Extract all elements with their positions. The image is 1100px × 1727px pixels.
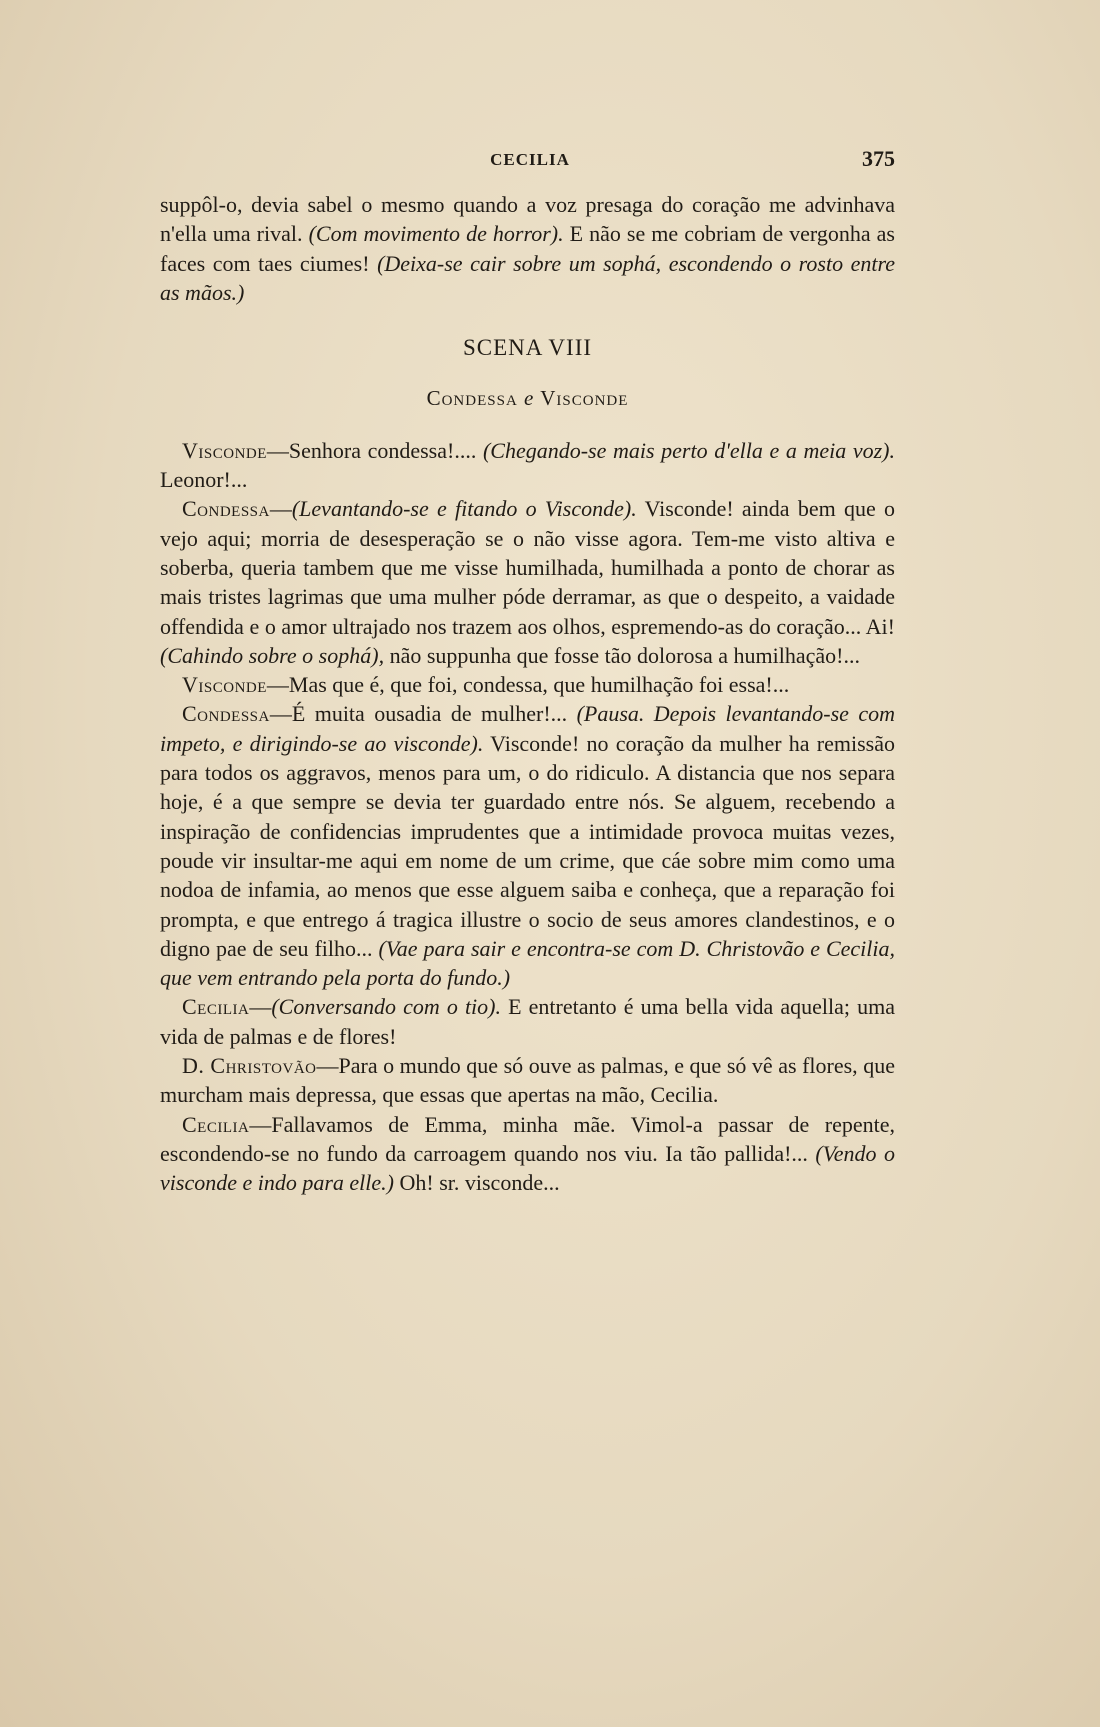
speech-text: Senhora condessa!.... (288, 437, 483, 463)
stage-direction: (Levantando-se e fitando o Visconde). (291, 496, 637, 522)
speech-paragraph (160, 494, 895, 670)
character-name: Condessa (426, 386, 518, 411)
speech-paragraph (160, 1110, 895, 1198)
speech-separator: — (269, 496, 292, 522)
speaker-name: Condessa (182, 496, 270, 522)
scene-title: SCENA VIII (462, 335, 593, 361)
speech-text: Para o mundo que só ouve as palmas, e que só vê as flores, que murcham mais depressa, que essas que apertas na mão, Cecilia. (160, 1053, 895, 1108)
speech-paragraph (160, 436, 895, 495)
stage-direction: (Pausa. Depois levantando-se com impeto, e dirigindo-se ao visconde). (160, 701, 895, 756)
conjunction: e (524, 386, 535, 411)
body-text (160, 190, 895, 1198)
speech-separator: — (316, 1053, 339, 1079)
speech-text: Oh! sr. visconde... (394, 1170, 560, 1196)
speech-paragraph (160, 992, 895, 1051)
speech-text: Mas que é, que foi, condessa, que humilhação foi essa!... (288, 672, 790, 698)
speech-separator: — (249, 994, 272, 1020)
speech-text: não suppunha que fosse tão dolorosa a humilhação!... (384, 642, 861, 668)
stage-direction: (Chegando-se mais perto d'ella e a meia voz). (482, 437, 895, 463)
stage-direction: (Cahindo sobre o sophá), (160, 642, 385, 668)
page-number: 375 (862, 146, 895, 171)
speaker-name: Cecilia (182, 994, 250, 1020)
speech-paragraph (160, 1051, 895, 1110)
speaker-name: Condessa (182, 701, 270, 727)
stage-direction: (Vendo o visconde e indo para elle.) (160, 1140, 895, 1196)
speech-text: E entretanto é uma bella vida aquella; uma vida de palmas e de flores! (160, 994, 895, 1049)
speech-separator: — (269, 701, 292, 727)
speech-separator: — (266, 437, 289, 463)
speech-text: Fallavamos de Emma, minha mãe. Vimol-a passar de repente, escondendo-se no fundo da carroagem quando nos viu. Ia tão pallida!... (160, 1111, 895, 1166)
speaker-name: Visconde (182, 672, 267, 698)
speech-text: Leonor!... (160, 467, 248, 493)
speaker-name: D. Christovão (182, 1053, 317, 1079)
opening-paragraph (160, 190, 895, 307)
stage-direction: (Deixa-se cair sobre um sophá, escondendo o rosto entre as mãos.) (160, 250, 895, 305)
scene-characters (160, 384, 895, 413)
stage-direction: (Conversando com o tio). (271, 994, 501, 1020)
speaker-name: Cecilia (182, 1111, 250, 1137)
stage-direction: (Vae para sair e encontra-se com D. Christovão e Cecilia, que vem entrando pela porta do fundo.) (160, 935, 895, 991)
speech-separator: — (266, 672, 289, 698)
speech-paragraph (160, 670, 895, 699)
opening-text-1: suppôl-o, devia sabel o mesmo quando a voz presaga do coração me advinhava n'ella uma rival. (160, 192, 895, 247)
speech-paragraph (160, 699, 895, 992)
speech-separator: — (249, 1111, 272, 1137)
stage-direction: (Com movimento de horror). (308, 221, 564, 247)
speech-text: Visconde! ainda bem que o vejo aqui; morria de desesperação se o não visse agora. Tem-me visto altiva e soberba, queria tambem que me visse humilhada, humilhada a ponto de chorar as mais tristes lagrimas que uma mulher póde derramar, as que o despeito, a vaidade offendida e o amor ultrajado nos trazem aos olhos, espremendo-as do coração... Ai! (160, 496, 895, 639)
opening-text-2: E não se me cobriam de vergonha as faces com taes ciumes! (160, 221, 895, 276)
character-name: Visconde (540, 386, 629, 411)
speaker-name: Visconde (182, 437, 267, 463)
page-header (165, 146, 895, 176)
speech-text: Visconde! no coração da mulher ha remissão para todos os aggravos, menos para um, o do ridiculo. A distancia que nos separa hoje, é a que sempre se devia ter guardado entre nós. Se alguem, recebendo a inspiração de confidencias imprudentes que a intimidade provoca muitas vezes, poude vir insultar-me aqui em nome de um crime, que cáe sobre mim como uma nodoa de infamia, ao menos que esse alguem saiba e conheça, que a reparação foi prompta, e que entrego á tragica illustre o socio de seus amores clandestinos, e o digno pae de seu filho... (160, 730, 895, 961)
speech-text: É muita ousadia de mulher!... (291, 701, 577, 727)
running-title: CECILIA (490, 150, 570, 169)
